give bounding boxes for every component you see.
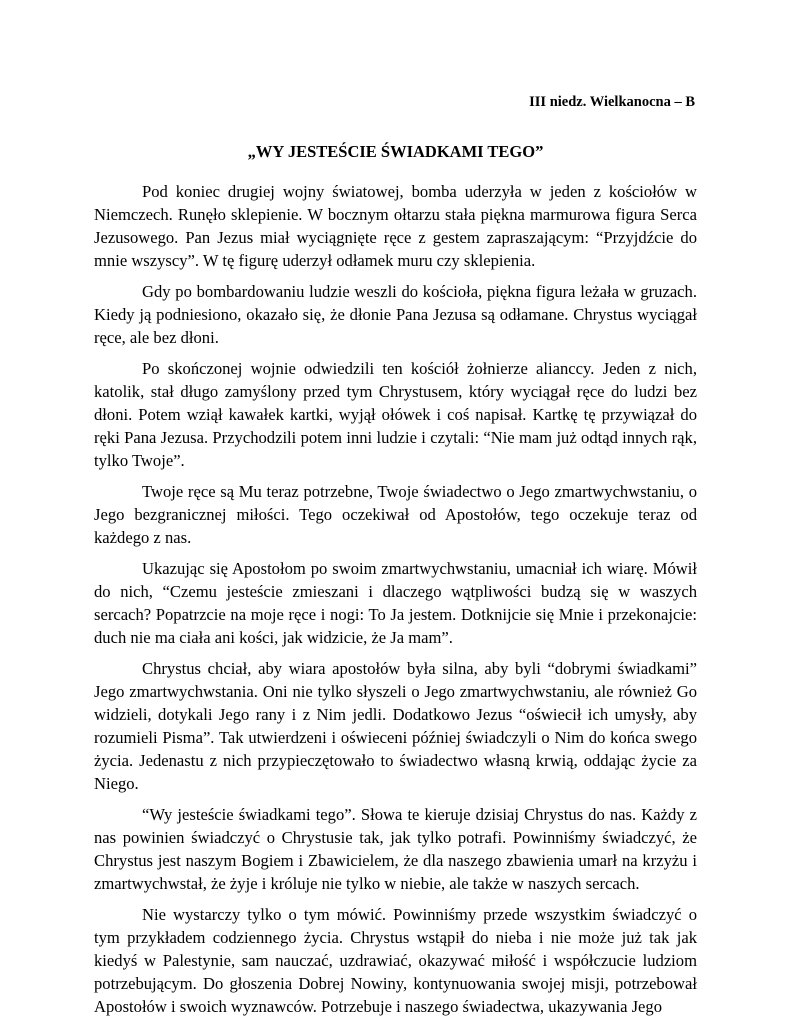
page-header: III niedz. Wielkanocna – B — [529, 94, 695, 110]
paragraph: Gdy po bombardowaniu ludzie weszli do kościoła, piękna figura leżała w gruzach. Kiedy ją podniesiono, okazało się, że dłonie Pana Jezusa są odłamane. Chrystus wyciągał ręce, ale bez dłoni. — [94, 282, 697, 347]
paragraph: Twoje ręce są Mu teraz potrzebne, Twoje świadectwo o Jego zmartwychwstaniu, o Jego bezgranicznej miłości. Tego oczekiwał od Apostołów, tego oczekuje teraz od każdego z nas. — [94, 482, 697, 547]
paragraph: Nie wystarczy tylko o tym mówić. Powinniśmy przede wszystkim świadczyć o tym przykładem codziennego życia. Chrystus wstąpił do nieba i nie może już tak jak kiedyś w Palestynie, sam nauczać, uzdrawiać, okazywać miłość i współczucie ludziom potrzebującym. Do głoszenia Dobrej Nowiny, kontynuowania swojej misji, potrzebował Apostołów i swoich wyznawców. Potrzebuje i naszego świadectwa, ukazywania Jego — [94, 905, 697, 1016]
document-body — [94, 180, 697, 1026]
page-title: „WY JESTEŚCIE ŚWIADKAMI TEGO” — [247, 142, 544, 161]
paragraph: Po skończonej wojnie odwiedzili ten kościół żołnierze alianccy. Jeden z nich, katolik, stał długo zamyślony przed tym Chrystusem, który wyciągał ręce do ludzi bez dłoni. Potem wziął kawałek kartki, wyjął ołówek i coś napisał. Kartkę tę przywiązał do ręki Pana Jezusa. Przychodzili potem inni ludzie i czytali: “Nie mam już odtąd innych rąk, tylko Twoje”. — [94, 359, 697, 470]
paragraph: Chrystus chciał, aby wiara apostołów była silna, aby byli “dobrymi świadkami” Jego zmartwychwstania. Oni nie tylko słyszeli o Jego zmartwychwstaniu, ale również Go widzieli, dotykali Jego rany i z Nim jedli. Dodatkowo Jezus “oświecił ich umysły, aby rozumieli Pisma”. Tak utwierdzeni i oświeceni później świadczyli o Nim do końca swego życia. Jedenastu z nich przypieczętowało to świadectwo własną krwią, oddając życie za Niego. — [94, 659, 697, 793]
paragraph: Ukazując się Apostołom po swoim zmartwychwstaniu, umacniał ich wiarę. Mówił do nich, “Czemu jesteście zmieszani i dlaczego wątpliwości budzą się w waszych sercach? Popatrzcie na moje ręce i nogi: To Ja jestem. Dotknijcie się Mnie i przekonajcie: duch nie ma ciała ani kości, jak widzicie, że Ja mam”. — [94, 559, 697, 647]
paragraph: Pod koniec drugiej wojny światowej, bomba uderzyła w jeden z kościołów w Niemczech. Runęło sklepienie. W bocznym ołtarzu stała piękna marmurowa figura Serca Jezusowego. Pan Jezus miał wyciągnięte ręce z gestem zapraszającym: “Przyjdźcie do mnie wszyscy”. W tę figurę uderzył odłamek muru czy sklepienia. — [94, 182, 697, 270]
paragraph: “Wy jesteście świadkami tego”. Słowa te kieruje dzisiaj Chrystus do nas. Każdy z nas powinien świadczyć o Chrystusie tak, jak tylko potrafi. Powinniśmy świadczyć, że Chrystus jest naszym Bogiem i Zbawicielem, że dla naszego zbawienia umarł na krzyżu i zmartwychwstał, że żyje i króluje nie tylko w niebie, ale także w naszych sercach. — [94, 805, 697, 893]
